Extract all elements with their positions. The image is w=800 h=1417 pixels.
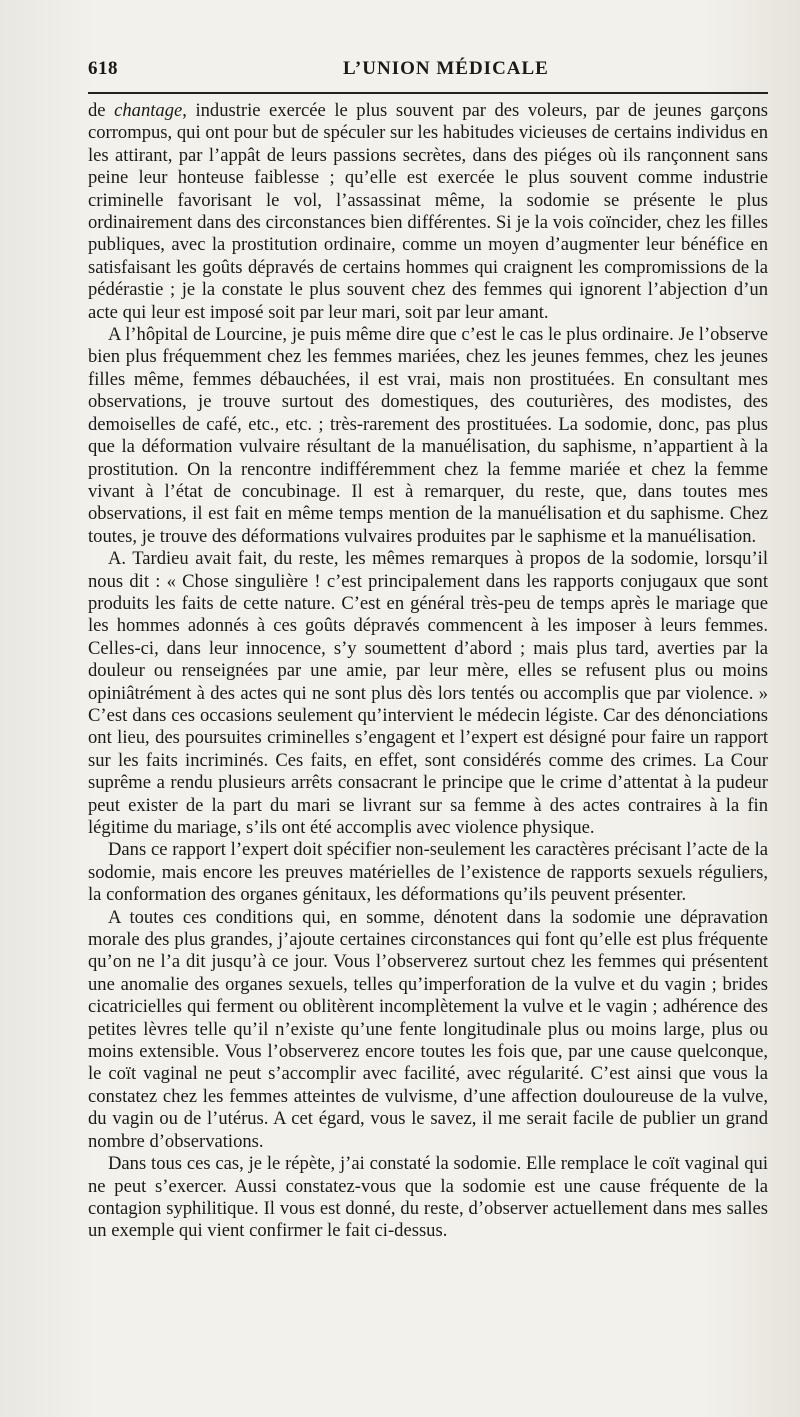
header-rule [88, 92, 768, 94]
page-number: 618 [88, 58, 118, 79]
paragraph: A. Tardieu avait fait, du reste, les mêmes remarques à propos de la sodomie, lorsqu’il nous dit : « Chose singulière ! c’est principalement dans les rapports conjugaux que sont produits les faits de cette nature. C’est en général très-peu de temps après le mariage que les hommes adonnés à ces goûts dépravés commencent à les imposer à leurs femmes. Celles-ci, dans leur innocence, s’y soumettent d’abord ; mais plus tard, averties par la douleur ou renseignées par une amie, par leur mère, elles se refusent plus ou moins opiniâtrément à des actes qui ne sont plus dès lors tentés ou accomplis que par violence. » C’est dans ces occasions seulement qu’intervient le médecin légiste. Car des dénonciations ont lieu, des poursuites criminelles s’engagent et l’expert est désigné pour faire un rapport sur les faits incriminés. Ces faits, en effet, sont considérés comme des crimes. La Cour suprême a rendu plusieurs arrêts consacrant le principe que le crime d’attentat à la pudeur peut exister de la part du mari se livrant sur sa femme à des actes contraires à la fin légitime du mariage, s’ils ont été accomplis avec violence physique. [88, 548, 768, 838]
paragraph: A l’hôpital de Lourcine, je puis même dire que c’est le cas le plus ordinaire. Je l’observe bien plus fréquemment chez les femmes mariées, chez les jeunes femmes, chez les jeunes filles même, femmes débauchées, il est vrai, mais non prostituées. En consultant mes observations, je trouve surtout des domestiques, des couturières, des modistes, des demoiselles de café, etc., etc. ; très-rarement des prostituées. La sodomie, donc, pas plus que la déformation vulvaire résultant de la manuélisation, du saphisme, n’appartient à la prostitution. On la rencontre indifféremment chez la femme mariée et chez la femme vivant à l’état de concubinage. Il est à remarquer, du reste, que, dans toutes mes observations, il est fait en même temps mention de la manuélisation et du saphisme. Chez toutes, je trouve des déformations vulvaires produites par le saphisme et la manuélisation. [88, 324, 768, 547]
paragraph: Dans tous ces cas, je le répète, j’ai constaté la sodomie. Elle remplace le coït vaginal qui ne peut s’exercer. Aussi constatez-vous que la sodomie est une cause fréquente de la contagion syphilitique. Il vous est donné, du reste, d’observer actuellement dans mes salles un exemple qui vient confirmer le fait ci-dessus. [88, 1153, 768, 1242]
body-text [88, 100, 768, 1243]
paragraph: Dans ce rapport l’expert doit spécifier non-seulement les caractères précisant l’acte de la sodomie, mais encore les preuves matérielles de l’existence de rapports sexuels réguliers, la conformation des organes génitaux, les déformations qu’ils peuvent présenter. [88, 839, 768, 906]
paragraph-lead: de [88, 100, 115, 121]
paragraph-text: , industrie exercée le plus souvent par des voleurs, par de jeunes garçons corrompus, qui ont pour but de spéculer sur les habitudes vicieuses de certains individus en les attirant, par l’appât de leurs passions secrètes, dans des piéges où ils rançonnent sans peine leur honteuse faiblesse ; qu’elle est exercée le plus souvent comme industrie criminelle favorisant le vol, l’assassinat même, la sodomie se présente le plus ordinairement dans des circonstances bien différentes. Si je la vois coïncider, chez les filles publiques, avec la prostitution ordinaire, comme un moyen d’augmenter leur bénéfice en satisfaisant les goûts dépravés de certains hommes qui craignent les compromissions de la pédérastie ; je la constate le plus souvent chez des femmes qui ignorent l’abjection d’un acte qui leur est imposé soit par leur mari, soit par leur amant. [88, 100, 768, 323]
running-title: L’UNION MÉDICALE [343, 58, 549, 79]
paragraph: A toutes ces conditions qui, en somme, dénotent dans la sodomie une dépravation morale des plus grandes, j’ajoute certaines circonstances qui font qu’elle est plus fréquente qu’on ne l’a dit jusqu’à ce jour. Vous l’observerez surtout chez les femmes qui présentent une anomalie des organes sexuels, telles qu’imperforation de la vulve et du vagin ; brides cicatricielles qui ferment ou oblitèrent incomplètement la vulve et le vagin ; adhérence des petites lèvres telle qu’il n’existe qu’une fente longitudinale plus ou moins large, plus ou moins extensible. Vous l’observerez encore toutes les fois que, par une cause quelconque, le coït vaginal ne peut s’accomplir avec facilité, avec régularité. C’est ainsi que vous la constatez chez les femmes atteintes de vulvisme, d’une affection douloureuse de la vulve, du vagin ou de l’utérus. A cet égard, vous le savez, il me serait facile de publier un grand nombre d’observations. [88, 906, 768, 1152]
paragraph [88, 100, 768, 324]
italic-term: chantage [114, 100, 183, 121]
page-header [88, 58, 768, 88]
